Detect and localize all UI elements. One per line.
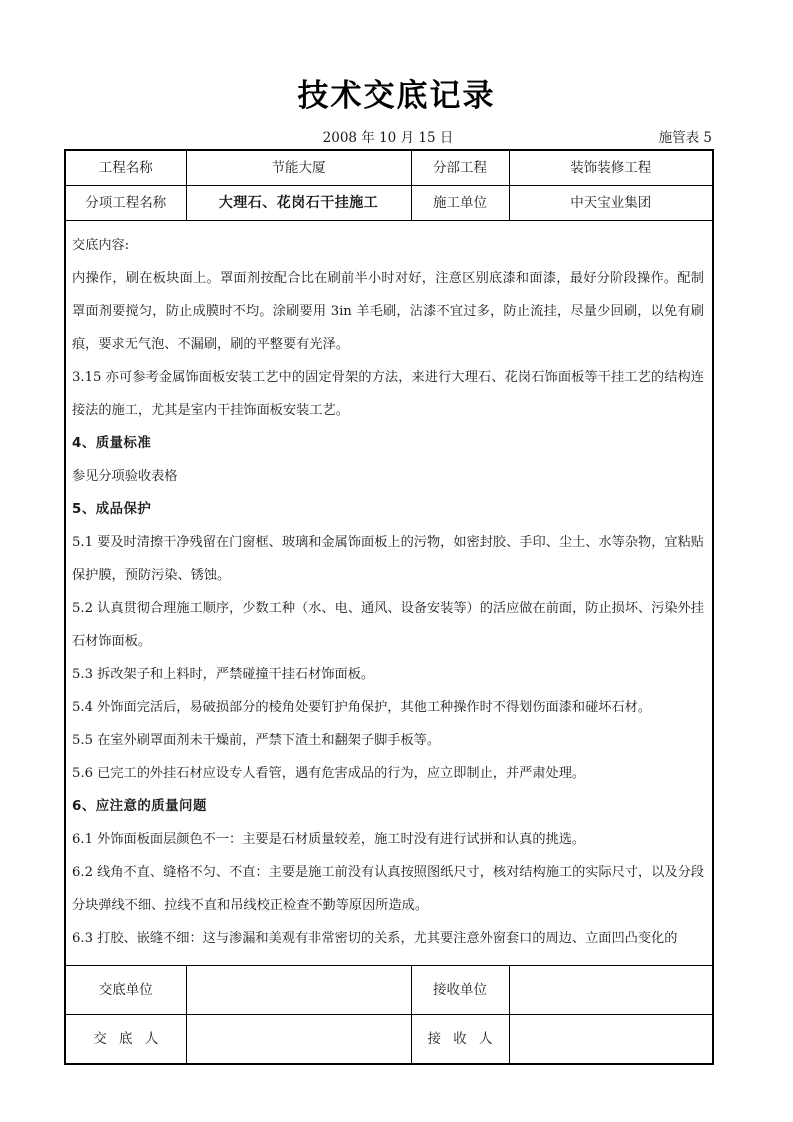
page-title: 技术交底记录 <box>297 78 496 114</box>
label-receiving-unit: 接收单位 <box>411 966 509 1015</box>
date-and-code-line <box>64 128 712 148</box>
label-receiver: 接 收 人 <box>411 1015 509 1065</box>
technical-disclosure-table <box>64 149 714 1065</box>
content-paragraph: 5、成品保护 <box>72 502 152 517</box>
table-row-units <box>65 966 713 1015</box>
field-receiver[interactable] <box>509 1015 713 1065</box>
field-discloser[interactable] <box>186 1015 411 1065</box>
label-construction-unit: 施工单位 <box>411 186 509 221</box>
content-paragraph: 6.3 打胶、嵌缝不细：这与渗漏和美观有非常密切的关系，尤其要注意外窗套口的周边、立面凹凸变化的 <box>72 931 678 946</box>
table-row-subproject <box>65 186 713 221</box>
content-paragraph: 5.1 要及时清擦干净残留在门窗框、玻璃和金属饰面板上的污物，如密封胶、手印、尘土、水等杂物，宜粘贴保护膜，预防污染、锈蚀。 <box>72 535 704 583</box>
content-paragraph: 5.4 外饰面完活后，易破损部分的棱角处要钉护角保护，其他工种操作时不得划伤面漆和碰坏石材。 <box>72 700 652 715</box>
field-receiving-unit[interactable] <box>509 966 713 1015</box>
content-paragraph: 3.15 亦可参考金属饰面板安装工艺中的固定骨架的方法，来进行大理石、花岗石饰面板等干挂工艺的结构连接法的施工，尤其是室内干挂饰面板安装工艺。 <box>72 370 704 418</box>
disclosure-content <box>72 229 704 955</box>
table-row-project <box>65 150 713 186</box>
form-code: 施管表 5 <box>658 130 712 146</box>
content-paragraph-list <box>72 262 704 955</box>
content-paragraph: 5.2 认真贯彻合理施工顺序，少数工种（水、电、通风、设备安装等）的活应做在前面，防止损坏、污染外挂石材饰面板。 <box>72 601 704 649</box>
label-discloser: 交 底 人 <box>65 1015 186 1065</box>
table-row-content <box>65 221 713 966</box>
document-date: 2008 年 10 月 15 日 <box>322 130 454 146</box>
label-project-name: 工程名称 <box>65 150 186 186</box>
value-project-name: 节能大厦 <box>186 150 411 186</box>
disclosure-content-cell <box>65 221 713 966</box>
content-paragraph: 6、应注意的质量问题 <box>72 799 207 814</box>
content-paragraph: 5.6 已完工的外挂石材应设专人看管，遇有危害成品的行为，应立即制止，并严肃处理。 <box>72 766 586 781</box>
value-division-works: 装饰装修工程 <box>509 150 713 186</box>
value-subproject-name: 大理石、花岗石干挂施工 <box>186 186 411 221</box>
content-paragraph: 5.5 在室外刷罩面剂未干燥前，严禁下渣土和翻架子脚手板等。 <box>72 733 441 748</box>
label-division-works: 分部工程 <box>411 150 509 186</box>
label-disclosing-unit: 交底单位 <box>65 966 186 1015</box>
table-row-persons <box>65 1015 713 1065</box>
value-construction-unit: 中天宝业集团 <box>509 186 713 221</box>
content-heading: 交底内容: <box>72 238 130 253</box>
content-paragraph: 6.1 外饰面板面层颜色不一：主要是石材质量较差，施工时没有进行试拼和认真的挑选。 <box>72 832 586 847</box>
label-subproject-name: 分项工程名称 <box>65 186 186 221</box>
field-disclosing-unit[interactable] <box>186 966 411 1015</box>
content-paragraph: 6.2 线角不直、缝格不匀、不直：主要是施工前没有认真按照图纸尺寸，核对结构施工的实际尺寸，以及分段分块弹线不细、拉线不直和吊线校正检查不勤等原因所造成。 <box>72 865 704 913</box>
content-paragraph: 内操作，刷在板块面上。罩面剂按配合比在刷前半小时对好，注意区别底漆和面漆，最好分阶段操作。配制罩面剂要搅匀，防止成膜时不均。涂刷要用 3in 羊毛刷，沾漆不宜过多，防止流挂，尽量少回刷，以免有刷痕，要求无气泡、不漏刷，刷的平整要有光泽。 <box>72 271 704 352</box>
content-paragraph: 参见分项验收表格 <box>72 469 178 484</box>
content-paragraph: 5.3 拆改架子和上料时，严禁碰撞干挂石材饰面板。 <box>72 667 375 682</box>
content-paragraph: 4、质量标准 <box>72 436 152 451</box>
